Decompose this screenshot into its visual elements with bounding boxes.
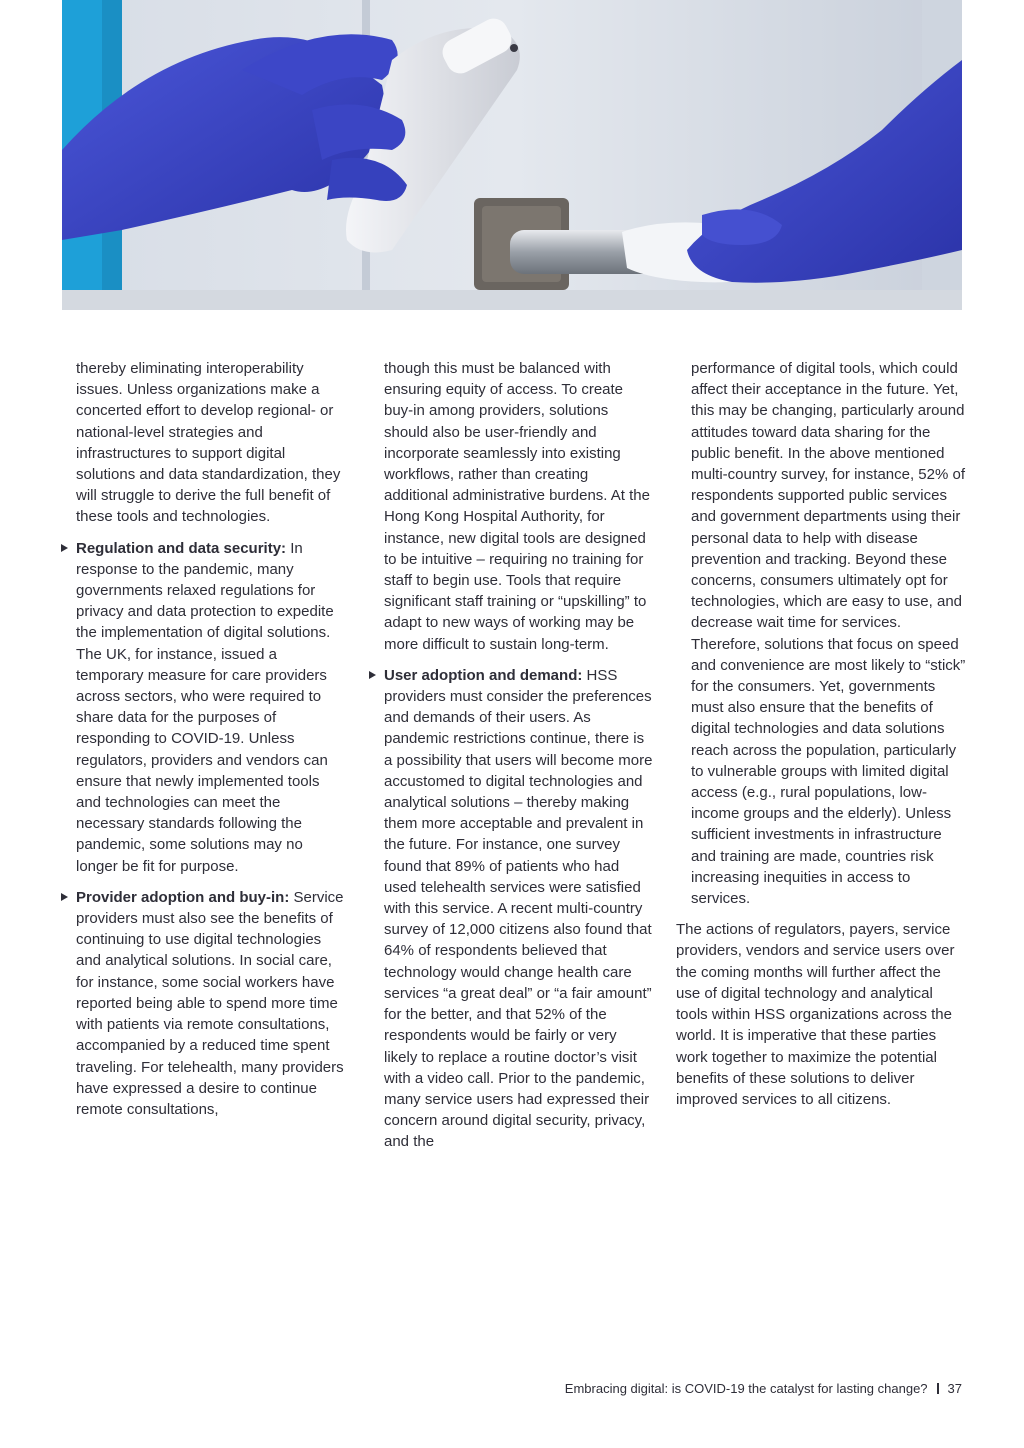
bullet-heading: Regulation and data security:	[76, 539, 287, 557]
bullet-text: In response to the pandemic, many governments relaxed regulations for privacy and data protection to expedite the implementation of digital solutions. The UK, for instance, issued a temporary measure for care providers across sectors, who were required to share data for the purposes of responding to COVID-19. Unless regulators, providers and vendors can ensure that newly implemented tools and technologies can meet the necessary standards following the pandemic, some solutions may no longer be fit for purpose.	[76, 539, 334, 875]
paragraph: thereby eliminating interoperability issues. Unless organizations make a concerted effort to develop regional- or national-level strategies and infrastructures to support digital solutions and data standardization, they will struggle to derive the full benefit of these tools and technologies.	[76, 360, 341, 526]
bullet-regulation-data-security	[61, 538, 344, 877]
paragraph: though this must be balanced with ensuring equity of access. To create buy-in among providers, solutions should also be user-friendly and incorporate seamlessly into existing workflows, rather than creating additional administrative burdens. At the Hong Kong Hospital Authority, for instance, new digital tools are designed to be intuitive – requiring no training for staff to begin use. Tools that require significant staff training or “upskilling” to adapt to new ways of working may be more difficult to sustain long-term.	[384, 360, 650, 653]
text-column-2	[384, 358, 654, 1163]
paragraph: performance of digital tools, which could affect their acceptance in the future. Yet, this may be changing, particularly around attitudes toward data sharing for the public benefit. In the above mentioned multi-country survey, for instance, 52% of respondents supported public services and government departments using their personal data to help with disease prevention and tracking. Beyond these concerns, consumers ultimately opt for technologies, which are easy to use, and decrease wait time for services. Therefore, solutions that focus on speed and convenience are most likely to “stick” for the consumers. Yet, governments must also ensure that the benefits of digital technologies and data solutions reach across the population, particularly to vulnerable groups with limited digital access (e.g., rural populations, low-income groups and the elderly). Unless sufficient investments in infrastructure and training are made, countries risk increasing inequities in access to services.	[691, 360, 966, 908]
footer-separator	[937, 1383, 939, 1394]
page-number: 37	[947, 1381, 962, 1396]
bullet-text: Service providers must also see the benefits of continuing to use digital technologies and analytical solutions. In social care, for instance, some social workers have reported being able to spend more time with patients via remote consultations, accompanied by a reduced time spent traveling. For telehealth, many providers have expressed a desire to continue remote consultations,	[76, 888, 344, 1118]
bullet-heading: User adoption and demand:	[384, 666, 583, 684]
bullet-heading: Provider adoption and buy-in:	[76, 888, 290, 906]
bullet-triangle-icon	[369, 671, 376, 679]
header-photo	[62, 0, 962, 310]
bullet-triangle-icon	[61, 893, 68, 901]
text-column-1	[76, 358, 344, 1130]
footer-title: Embracing digital: is COVID-19 the catalyst for lasting change?	[564, 1381, 928, 1396]
bullet-user-adoption	[369, 665, 654, 1153]
text-column-3	[676, 358, 966, 1120]
bullet-triangle-icon	[61, 544, 68, 552]
bullet-text: HSS providers must consider the preferences and demands of their users. As pandemic restrictions continue, there is a possibility that users will become more accustomed to digital technologies and analytical solutions – thereby making them more acceptable and prevalent in the future. For instance, one survey found that 89% of patients who had used telehealth services were satisfied with this service. A recent multi-country survey of 12,000 citizens also found that 64% of respondents believed that technology would change health care services “a great deal” or “a fair amount” for the better, and that 52% of the respondents would be fairly or very likely to replace a routine doctor’s visit with a video call. Prior to the pandemic, many service users had expressed their concern around digital security, privacy, and the	[384, 666, 653, 1151]
bullet-provider-adoption	[61, 887, 344, 1120]
paragraph: The actions of regulators, payers, service providers, vendors and service users over the coming months will further affect the use of digital technology and analytical tools within HSS organizations across the world. It is imperative that these parties work together to maximize the potential benefits of these solutions to deliver improved services to all citizens.	[676, 921, 955, 1108]
page-footer	[565, 1381, 962, 1396]
